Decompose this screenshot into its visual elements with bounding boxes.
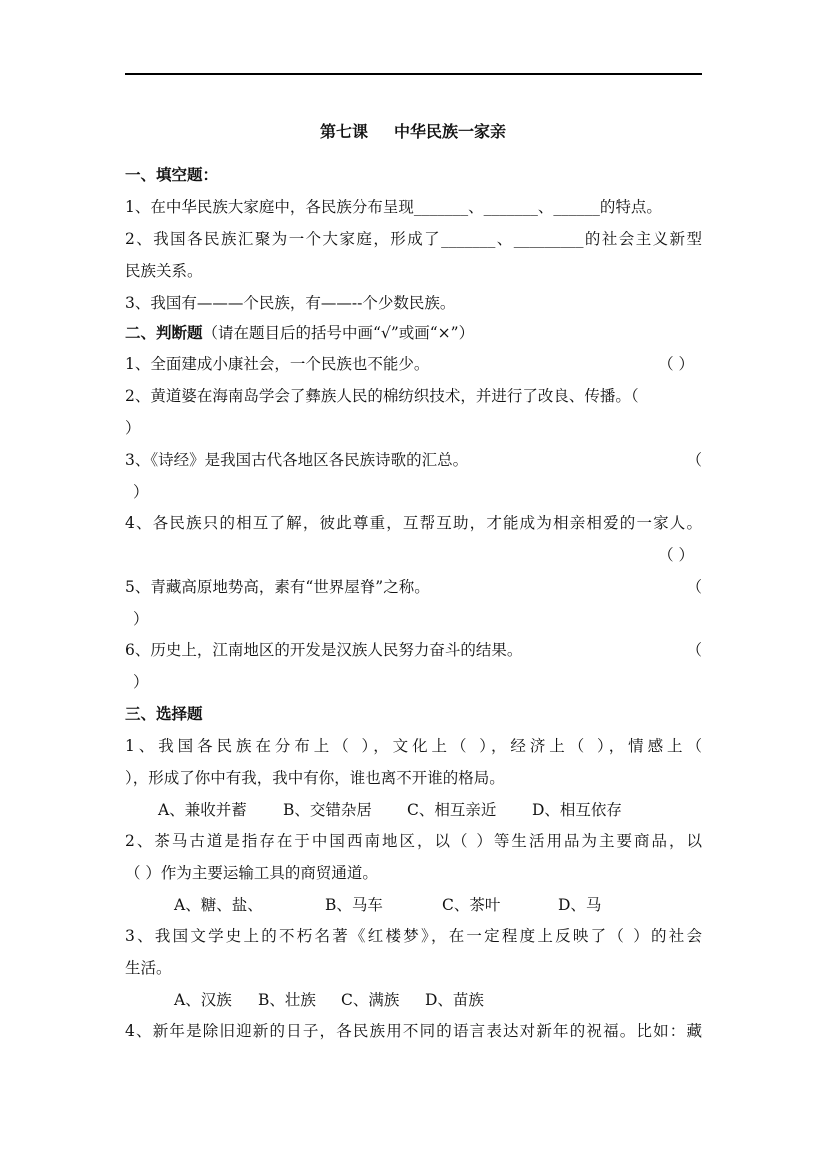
tf-q5-answer-close[interactable]: ） — [133, 610, 149, 628]
mc-q3-option-a[interactable]: A、汉族 — [174, 991, 232, 1009]
header-rule — [125, 73, 702, 75]
mc-q1-line2: ），形成了你中有我，我中有你，谁也离不开谁的格局。 — [125, 769, 505, 787]
mc-q1-option-b[interactable]: B、交错杂居 — [283, 801, 372, 819]
page-title — [0, 122, 826, 142]
tf-q3-text: 3、《诗经》是我国古代各地区各民族诗歌的汇总。 — [125, 451, 469, 469]
fill-q3: 3、我国有———个民族，有——--个少数民族。 — [125, 294, 456, 312]
mc-q2-option-d[interactable]: D、马 — [558, 896, 602, 914]
section-fill-blank-heading: 一、填空题： — [125, 166, 219, 184]
tf-q5 — [125, 577, 702, 597]
mc-q2-line2: （ ）作为主要运输工具的商贸通道。 — [125, 864, 378, 882]
mc-q1-option-c[interactable]: C、相互亲近 — [407, 801, 497, 819]
mc-q3-option-c[interactable]: C、满族 — [341, 991, 400, 1009]
mc-q1-line1: 1、我国各民族在分布上（ ），文化上（ ），经济上（ ），情感上（ — [125, 737, 702, 755]
tf-q6 — [125, 640, 702, 660]
tf-q5-answer-paren[interactable]: （ — [686, 578, 702, 596]
tf-q6-text: 6、历史上，江南地区的开发是汉族人民努力奋斗的结果。 — [125, 641, 523, 659]
tf-q2-answer-close[interactable]: ） — [125, 419, 141, 437]
tf-q2-line1: 2、黄道婆在海南岛学会了彝族人民的棉纺织技术，并进行了改良、传播。（ — [125, 387, 639, 405]
mc-q3-line1: 3、我国文学史上的不朽名著《红楼梦》，在一定程度上反映了（ ）的社会 — [125, 927, 702, 945]
lesson-number: 第七课 — [319, 122, 368, 141]
tf-q3 — [125, 450, 702, 470]
tf-q5-text: 5、青藏高原地势高，素有“世界屋脊”之称。 — [125, 578, 430, 596]
tf-q1 — [125, 354, 702, 374]
mc-q2-line1: 2、茶马古道是指存在于中国西南地区，以（ ）等生活用品为主要商品，以 — [125, 832, 702, 850]
mc-q2-option-a[interactable]: A、糖、盐、 — [174, 896, 263, 914]
mc-q1-option-d[interactable]: D、相互依存 — [532, 801, 622, 819]
tf-q1-text: 1、全面建成小康社会，一个民族也不能少。 — [125, 355, 430, 373]
tf-q3-answer-close[interactable]: ） — [133, 483, 149, 501]
fill-q2-line1: 2、我国各民族汇聚为一个大家庭，形成了_______、_________的社会主义新型 — [125, 230, 702, 248]
mc-q3-line2: 生活。 — [125, 959, 172, 977]
mc-q3-option-d[interactable]: D、苗族 — [425, 991, 484, 1009]
tf-q4-answer-paren[interactable]: （ ） — [658, 546, 694, 564]
tf-q1-answer-paren[interactable]: （ ） — [658, 355, 694, 373]
section-true-false-heading — [125, 323, 702, 343]
mc-q4-line1: 4、新年是除旧迎新的日子，各民族用不同的语言表达对新年的祝福。比如：藏 — [125, 1022, 702, 1040]
tf-q4-line1: 4、各民族只的相互了解，彼此尊重，互帮互助，才能成为相亲相爱的一家人。 — [125, 514, 702, 532]
section-choice-heading: 三、选择题 — [125, 705, 203, 723]
section-true-false-title: 二、判断题 — [125, 324, 203, 342]
mc-q3-option-b[interactable]: B、壮族 — [258, 991, 316, 1009]
tf-q6-answer-paren[interactable]: （ — [686, 641, 702, 659]
mc-q1-option-a[interactable]: A、兼收并蓄 — [158, 801, 247, 819]
tf-q6-answer-close[interactable]: ） — [133, 673, 149, 691]
lesson-name: 中华民族一家亲 — [394, 122, 507, 141]
fill-q2-line2: 民族关系。 — [125, 262, 203, 280]
section-true-false-note: （请在题目后的括号中画“√”或画“×”） — [202, 324, 475, 342]
mc-q2-option-c[interactable]: C、茶叶 — [442, 896, 501, 914]
tf-q3-answer-paren[interactable]: （ — [686, 451, 702, 469]
fill-q1: 1、在中华民族大家庭中，各民族分布呈现_______、_______、______的特点。 — [125, 198, 662, 216]
mc-q2-option-b[interactable]: B、马车 — [325, 896, 383, 914]
